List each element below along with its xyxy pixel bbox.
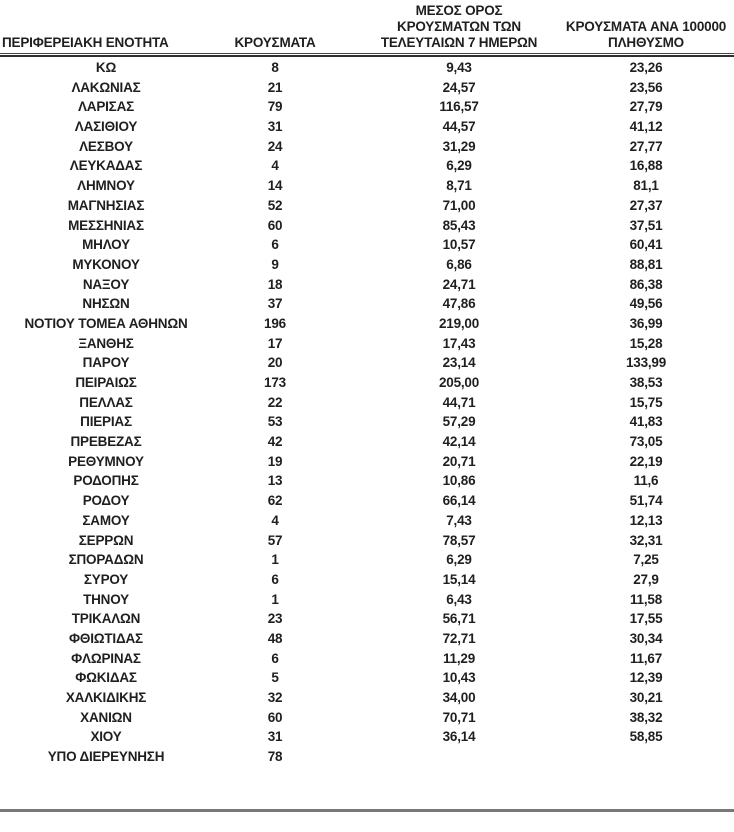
table-row	[0, 117, 734, 137]
table-row	[0, 176, 734, 196]
region-cell: ΠΑΡΟΥ	[82, 355, 130, 371]
region-cell: ΦΩΚΙΔΑΣ	[75, 670, 137, 686]
header-7day-average-line1: ΜΕΣΟΣ ΟΡΟΣ	[415, 3, 503, 18]
region-cell: ΛΕΥΚΑΔΑΣ	[69, 158, 143, 174]
per100k-cell: 133,99	[625, 355, 667, 371]
header-cases-per-100k-line1: ΚΡΟΥΣΜΑΤΑ ΑΝΑ 100000	[565, 19, 727, 34]
avg7-cell: 6,29	[446, 158, 472, 174]
avg7-cell: 7,43	[446, 512, 472, 528]
cases-cell: 19	[267, 453, 283, 469]
avg7-cell: 57,29	[442, 414, 476, 430]
table-row	[0, 708, 734, 728]
cases-cell: 14	[267, 178, 283, 194]
table-row	[0, 432, 734, 452]
cases-cell: 18	[267, 276, 283, 292]
header-cases	[212, 35, 338, 51]
avg7-cell: 205,00	[438, 375, 480, 390]
region-cell: ΚΩ	[95, 60, 117, 75]
table-row	[0, 314, 734, 334]
table-row	[0, 649, 734, 669]
table-row	[0, 491, 734, 511]
avg7-cell: 6,86	[446, 256, 472, 272]
per100k-cell: 27,79	[629, 99, 663, 115]
per100k-cell: 15,28	[629, 335, 663, 351]
table-row	[0, 294, 734, 314]
avg7-cell: 44,71	[442, 394, 476, 410]
avg7-cell: 85,43	[442, 217, 476, 233]
cases-cell: 21	[267, 79, 283, 95]
region-cell: ΧΙΟΥ	[90, 729, 122, 745]
region-cell: ΠΕΙΡΑΙΩΣ	[75, 375, 137, 390]
table-row	[0, 255, 734, 275]
per100k-cell: 38,53	[629, 375, 663, 390]
table-row	[0, 590, 734, 610]
region-cell: ΤΗΝΟΥ	[83, 591, 129, 607]
cases-cell: 4	[271, 512, 279, 528]
region-cell: ΠΡΕΒΕΖΑΣ	[70, 434, 142, 450]
table-row	[0, 747, 734, 767]
cases-cell: 1	[271, 552, 279, 568]
region-cell: ΥΠΟ ΔΙΕΡΕΥΝΗΣΗ	[47, 749, 165, 765]
per100k-cell: 22,19	[629, 453, 663, 469]
cases-cell: 79	[267, 99, 283, 115]
avg7-cell: 66,14	[442, 493, 476, 509]
region-cell: ΝΗΣΩΝ	[82, 296, 130, 312]
cases-cell: 32	[267, 690, 283, 705]
region-cell: ΣΕΡΡΩΝ	[78, 532, 134, 548]
region-cell: ΡΟΔΟΥ	[82, 493, 130, 509]
table-row	[0, 78, 734, 98]
table-row	[0, 58, 734, 78]
header-cases-per-100k-line2: ΠΛΗΘΥΣΜΟ	[608, 35, 684, 50]
table-row	[0, 511, 734, 531]
table-row	[0, 353, 734, 373]
per100k-cell: 58,85	[629, 729, 663, 745]
table-row	[0, 727, 734, 747]
header-cases-label: ΚΡΟΥΣΜΑΤΑ	[234, 35, 316, 50]
region-cell: ΜΥΚΟΝΟΥ	[72, 256, 140, 272]
table-row	[0, 412, 734, 432]
table-row	[0, 97, 734, 117]
per100k-cell: 17,55	[629, 611, 663, 627]
per100k-cell: 30,21	[629, 690, 663, 705]
header-7day-average	[338, 3, 558, 51]
table-row	[0, 531, 734, 551]
cases-cell: 4	[271, 158, 279, 174]
table-row	[0, 609, 734, 629]
avg7-cell: 11,29	[442, 650, 476, 666]
cases-cell: 173	[264, 375, 286, 390]
avg7-cell: 6,29	[446, 552, 472, 568]
per100k-cell: 15,75	[629, 394, 663, 410]
table-row	[0, 393, 734, 413]
avg7-cell: 56,71	[442, 611, 476, 627]
region-cell: ΣΥΡΟΥ	[83, 571, 129, 587]
region-cell: ΡΟΔΟΠΗΣ	[73, 473, 139, 489]
table-row	[0, 216, 734, 236]
region-cell: ΠΙΕΡΙΑΣ	[80, 414, 132, 430]
avg7-cell: 78,57	[442, 532, 476, 548]
cases-cell: 6	[271, 650, 279, 666]
table-row	[0, 334, 734, 354]
table-row	[0, 156, 734, 176]
per100k-cell: 32,31	[629, 532, 663, 548]
table-row	[0, 688, 734, 708]
avg7-cell: 24,71	[442, 276, 476, 292]
cases-cell: 42	[267, 434, 283, 450]
avg7-cell: 36,14	[442, 729, 476, 745]
per100k-cell: 23,26	[629, 60, 663, 75]
per100k-cell: 11,58	[629, 591, 663, 607]
avg7-cell: 23,14	[442, 355, 476, 371]
per100k-cell: 38,32	[629, 709, 663, 725]
avg7-cell: 6,43	[446, 591, 472, 607]
region-cell: ΜΗΛΟΥ	[82, 237, 130, 253]
avg7-cell: 42,14	[442, 434, 476, 450]
per100k-cell: 81,1	[633, 178, 659, 194]
cases-cell: 62	[267, 493, 283, 509]
avg7-cell: 219,00	[438, 315, 480, 331]
per100k-cell: 60,41	[629, 237, 663, 253]
per100k-cell: 41,83	[629, 414, 663, 430]
region-cell: ΛΕΣΒΟΥ	[79, 138, 133, 154]
per100k-cell: 11,67	[629, 650, 663, 666]
avg7-cell: 20,71	[442, 453, 476, 469]
region-cell: ΧΑΝΙΩΝ	[80, 709, 132, 725]
avg7-cell: 72,71	[442, 630, 476, 646]
region-cell: ΡΕΘΥΜΝΟΥ	[68, 453, 144, 469]
cases-cell: 57	[267, 532, 283, 548]
avg7-cell: 10,43	[442, 670, 476, 686]
per100k-cell: 11,6	[633, 473, 659, 489]
table-row	[0, 550, 734, 570]
avg7-cell: 47,86	[442, 296, 476, 312]
region-cell: ΣΑΜΟΥ	[82, 512, 130, 528]
cases-cell: 23	[267, 611, 283, 627]
region-cell: ΤΡΙΚΑΛΩΝ	[71, 611, 141, 627]
region-cell: ΣΠΟΡΑΔΩΝ	[68, 552, 144, 568]
cases-cell: 31	[267, 119, 283, 135]
avg7-cell: 70,71	[442, 709, 476, 725]
avg7-cell: 17,43	[442, 335, 476, 351]
per100k-cell: 51,74	[629, 493, 663, 509]
cases-cell: 37	[267, 296, 283, 312]
cases-cell: 5	[271, 670, 279, 686]
region-cell: ΜΑΓΝΗΣΙΑΣ	[67, 197, 145, 213]
per100k-cell: 27,77	[629, 138, 663, 154]
cases-cell: 48	[267, 630, 283, 646]
avg7-cell: 34,00	[442, 690, 476, 705]
region-cell: ΧΑΛΚΙΔΙΚΗΣ	[65, 690, 147, 705]
cases-cell: 6	[271, 571, 279, 587]
table-body	[0, 58, 734, 767]
avg7-cell: 8,71	[446, 178, 472, 194]
per100k-cell: 12,39	[629, 670, 663, 686]
region-cell: ΦΘΙΩΤΙΔΑΣ	[69, 630, 143, 646]
cases-cell: 8	[271, 60, 279, 75]
avg7-cell: 71,00	[442, 197, 476, 213]
region-cell: ΛΑΚΩΝΙΑΣ	[71, 79, 141, 95]
table-row	[0, 196, 734, 216]
region-cell: ΜΕΣΣΗΝΙΑΣ	[68, 217, 144, 233]
per100k-cell: 86,38	[629, 276, 663, 292]
table-row	[0, 629, 734, 649]
table-row	[0, 471, 734, 491]
per100k-cell: 36,99	[629, 315, 663, 331]
cases-cell: 52	[267, 197, 283, 213]
per100k-cell: 49,56	[629, 296, 663, 312]
region-cell: ΞΑΝΘΗΣ	[78, 335, 134, 351]
cases-cell: 9	[271, 256, 279, 272]
per100k-cell: 16,88	[629, 158, 663, 174]
region-cell: ΠΕΛΛΑΣ	[79, 394, 133, 410]
per100k-cell: 41,12	[629, 119, 663, 135]
cases-cell: 60	[267, 217, 283, 233]
avg7-cell: 116,57	[439, 99, 479, 115]
per100k-cell: 73,05	[629, 434, 663, 450]
avg7-cell: 10,57	[442, 237, 476, 253]
table-row	[0, 570, 734, 590]
cases-cell: 24	[267, 138, 283, 154]
header-7day-average-line3: ΤΕΛΕΥΤΑΙΩΝ 7 ΗΜΕΡΩΝ	[380, 35, 538, 50]
header-regional-unit	[0, 35, 212, 51]
region-cell: ΛΑΣΙΘΙΟΥ	[74, 119, 138, 135]
table-bottom-rule	[0, 809, 734, 812]
avg7-cell: 44,57	[442, 119, 476, 135]
avg7-cell	[338, 747, 558, 767]
header-separator-thick-line	[0, 55, 734, 57]
per100k-cell: 37,51	[629, 217, 663, 233]
cases-cell: 196	[264, 315, 286, 331]
cases-cell: 1	[271, 591, 279, 607]
table-row	[0, 235, 734, 255]
per100k-cell: 27,37	[629, 197, 663, 213]
avg7-cell: 31,29	[442, 138, 476, 154]
cases-cell: 17	[267, 335, 283, 351]
table-row	[0, 452, 734, 472]
header-separator-thin-line	[0, 53, 734, 54]
avg7-cell: 15,14	[442, 571, 476, 587]
per100k-cell	[558, 747, 734, 767]
table-row	[0, 373, 734, 393]
region-cell: ΝΑΞΟΥ	[82, 276, 130, 292]
cases-cell: 53	[267, 414, 283, 430]
table-row	[0, 275, 734, 295]
cases-cell: 6	[271, 237, 279, 253]
cases-cell: 22	[267, 394, 283, 410]
cases-cell: 13	[267, 473, 283, 489]
region-cell: ΝΟΤΙΟΥ ΤΟΜΕΑ ΑΘΗΝΩΝ	[24, 315, 188, 331]
header-7day-average-line2: ΚΡΟΥΣΜΑΤΩΝ ΤΩΝ	[397, 19, 521, 34]
cases-cell: 31	[267, 729, 283, 745]
avg7-cell: 10,86	[442, 473, 476, 489]
region-cell: ΛΑΡΙΣΑΣ	[77, 99, 135, 115]
per100k-cell: 23,56	[629, 79, 663, 95]
cases-cell: 20	[267, 355, 283, 371]
header-regional-unit-label: ΠΕΡΙΦΕΡΕΙΑΚΗ ΕΝΟΤΗΤΑ	[2, 35, 169, 50]
region-cell: ΦΛΩΡΙΝΑΣ	[71, 650, 141, 666]
table-header	[0, 0, 734, 51]
region-cell: ΛΗΜΝΟΥ	[77, 178, 135, 194]
per100k-cell: 7,25	[633, 552, 659, 568]
per100k-cell: 88,81	[629, 256, 663, 272]
table-row	[0, 137, 734, 157]
avg7-cell: 24,57	[442, 79, 476, 95]
table-row	[0, 668, 734, 688]
per100k-cell: 30,34	[629, 630, 663, 646]
per100k-cell: 12,13	[629, 512, 663, 528]
per100k-cell: 27,9	[633, 571, 659, 587]
cases-cell: 78	[267, 749, 283, 765]
cases-cell: 60	[267, 709, 283, 725]
avg7-cell: 9,43	[446, 60, 472, 75]
header-cases-per-100k	[558, 19, 734, 51]
